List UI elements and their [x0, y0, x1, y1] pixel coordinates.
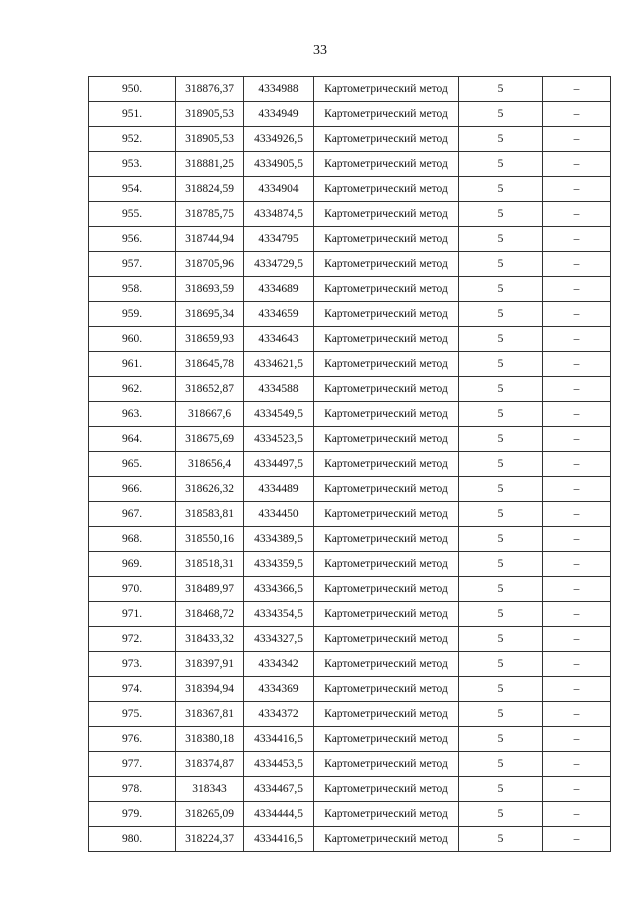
method-cell: Картометрический метод	[314, 727, 459, 752]
point-number-cell: 976.	[89, 727, 176, 752]
accuracy-cell: 5	[459, 252, 543, 277]
note-cell: –	[543, 627, 611, 652]
accuracy-cell: 5	[459, 202, 543, 227]
point-number-cell: 974.	[89, 677, 176, 702]
x-coordinate-cell: 318645,78	[176, 352, 244, 377]
page-number: 33	[313, 43, 327, 58]
x-coordinate-cell: 318744,94	[176, 227, 244, 252]
accuracy-cell: 5	[459, 827, 543, 852]
method-cell: Картометрический метод	[314, 127, 459, 152]
accuracy-cell: 5	[459, 277, 543, 302]
x-coordinate-cell: 318693,59	[176, 277, 244, 302]
y-coordinate-cell: 4334389,5	[244, 527, 314, 552]
table-row	[89, 577, 611, 602]
y-coordinate-cell: 4334874,5	[244, 202, 314, 227]
point-number-cell: 965.	[89, 452, 176, 477]
note-cell: –	[543, 702, 611, 727]
accuracy-cell: 5	[459, 727, 543, 752]
y-coordinate-cell: 4334416,5	[244, 827, 314, 852]
accuracy-cell: 5	[459, 377, 543, 402]
table-row	[89, 677, 611, 702]
y-coordinate-cell: 4334342	[244, 652, 314, 677]
method-cell: Картометрический метод	[314, 602, 459, 627]
method-cell: Картометрический метод	[314, 477, 459, 502]
accuracy-cell: 5	[459, 352, 543, 377]
table-row	[89, 702, 611, 727]
table-row	[89, 452, 611, 477]
point-number-cell: 958.	[89, 277, 176, 302]
x-coordinate-cell: 318824,59	[176, 177, 244, 202]
table-row	[89, 527, 611, 552]
x-coordinate-cell: 318224,37	[176, 827, 244, 852]
accuracy-cell: 5	[459, 177, 543, 202]
note-cell: –	[543, 552, 611, 577]
table-row	[89, 502, 611, 527]
accuracy-cell: 5	[459, 327, 543, 352]
point-number-cell: 955.	[89, 202, 176, 227]
method-cell: Картометрический метод	[314, 652, 459, 677]
table-row	[89, 727, 611, 752]
accuracy-cell: 5	[459, 652, 543, 677]
point-number-cell: 950.	[89, 77, 176, 102]
x-coordinate-cell: 318656,4	[176, 452, 244, 477]
method-cell: Картометрический метод	[314, 552, 459, 577]
x-coordinate-cell: 318695,34	[176, 302, 244, 327]
x-coordinate-cell: 318518,31	[176, 552, 244, 577]
y-coordinate-cell: 4334354,5	[244, 602, 314, 627]
y-coordinate-cell: 4334369	[244, 677, 314, 702]
accuracy-cell: 5	[459, 577, 543, 602]
table-row	[89, 552, 611, 577]
x-coordinate-cell: 318626,32	[176, 477, 244, 502]
table-row	[89, 327, 611, 352]
point-number-cell: 962.	[89, 377, 176, 402]
y-coordinate-cell: 4334949	[244, 102, 314, 127]
table-row	[89, 227, 611, 252]
accuracy-cell: 5	[459, 427, 543, 452]
point-number-cell: 970.	[89, 577, 176, 602]
x-coordinate-cell: 318667,6	[176, 402, 244, 427]
point-number-cell: 971.	[89, 602, 176, 627]
accuracy-cell: 5	[459, 702, 543, 727]
x-coordinate-cell: 318394,94	[176, 677, 244, 702]
x-coordinate-cell: 318876,37	[176, 77, 244, 102]
note-cell: –	[543, 77, 611, 102]
x-coordinate-cell: 318468,72	[176, 602, 244, 627]
x-coordinate-cell: 318265,09	[176, 802, 244, 827]
method-cell: Картометрический метод	[314, 527, 459, 552]
table-row	[89, 752, 611, 777]
method-cell: Картометрический метод	[314, 252, 459, 277]
x-coordinate-cell: 318433,32	[176, 627, 244, 652]
point-number-cell: 975.	[89, 702, 176, 727]
table-row	[89, 302, 611, 327]
x-coordinate-cell: 318380,18	[176, 727, 244, 752]
table-row	[89, 402, 611, 427]
point-number-cell: 968.	[89, 527, 176, 552]
note-cell: –	[543, 152, 611, 177]
point-number-cell: 951.	[89, 102, 176, 127]
method-cell: Картометрический метод	[314, 227, 459, 252]
point-number-cell: 961.	[89, 352, 176, 377]
x-coordinate-cell: 318785,75	[176, 202, 244, 227]
point-number-cell: 952.	[89, 127, 176, 152]
method-cell: Картометрический метод	[314, 702, 459, 727]
point-number-cell: 964.	[89, 427, 176, 452]
point-number-cell: 980.	[89, 827, 176, 852]
y-coordinate-cell: 4334444,5	[244, 802, 314, 827]
x-coordinate-cell: 318881,25	[176, 152, 244, 177]
x-coordinate-cell: 318652,87	[176, 377, 244, 402]
y-coordinate-cell: 4334489	[244, 477, 314, 502]
method-cell: Картометрический метод	[314, 352, 459, 377]
point-number-cell: 957.	[89, 252, 176, 277]
coordinates-table	[88, 76, 611, 852]
method-cell: Картометрический метод	[314, 402, 459, 427]
note-cell: –	[543, 127, 611, 152]
y-coordinate-cell: 4334729,5	[244, 252, 314, 277]
x-coordinate-cell: 318905,53	[176, 127, 244, 152]
note-cell: –	[543, 727, 611, 752]
method-cell: Картометрический метод	[314, 752, 459, 777]
method-cell: Картометрический метод	[314, 177, 459, 202]
point-number-cell: 959.	[89, 302, 176, 327]
x-coordinate-cell: 318583,81	[176, 502, 244, 527]
note-cell: –	[543, 302, 611, 327]
accuracy-cell: 5	[459, 627, 543, 652]
note-cell: –	[543, 577, 611, 602]
note-cell: –	[543, 452, 611, 477]
accuracy-cell: 5	[459, 127, 543, 152]
note-cell: –	[543, 352, 611, 377]
method-cell: Картометрический метод	[314, 377, 459, 402]
note-cell: –	[543, 202, 611, 227]
y-coordinate-cell: 4334549,5	[244, 402, 314, 427]
coordinates-table-body	[89, 77, 611, 852]
point-number-cell: 956.	[89, 227, 176, 252]
point-number-cell: 954.	[89, 177, 176, 202]
method-cell: Картометрический метод	[314, 102, 459, 127]
y-coordinate-cell: 4334643	[244, 327, 314, 352]
note-cell: –	[543, 427, 611, 452]
point-number-cell: 969.	[89, 552, 176, 577]
accuracy-cell: 5	[459, 527, 543, 552]
y-coordinate-cell: 4334588	[244, 377, 314, 402]
method-cell: Картометрический метод	[314, 427, 459, 452]
method-cell: Картометрический метод	[314, 677, 459, 702]
y-coordinate-cell: 4334497,5	[244, 452, 314, 477]
x-coordinate-cell: 318659,93	[176, 327, 244, 352]
method-cell: Картометрический метод	[314, 152, 459, 177]
y-coordinate-cell: 4334366,5	[244, 577, 314, 602]
accuracy-cell: 5	[459, 452, 543, 477]
accuracy-cell: 5	[459, 477, 543, 502]
note-cell: –	[543, 377, 611, 402]
point-number-cell: 972.	[89, 627, 176, 652]
x-coordinate-cell: 318675,69	[176, 427, 244, 452]
note-cell: –	[543, 677, 611, 702]
method-cell: Картометрический метод	[314, 77, 459, 102]
note-cell: –	[543, 277, 611, 302]
table-row	[89, 777, 611, 802]
accuracy-cell: 5	[459, 227, 543, 252]
y-coordinate-cell: 4334795	[244, 227, 314, 252]
y-coordinate-cell: 4334450	[244, 502, 314, 527]
accuracy-cell: 5	[459, 502, 543, 527]
table-row	[89, 627, 611, 652]
table-row	[89, 177, 611, 202]
accuracy-cell: 5	[459, 402, 543, 427]
y-coordinate-cell: 4334416,5	[244, 727, 314, 752]
method-cell: Картометрический метод	[314, 802, 459, 827]
x-coordinate-cell: 318705,96	[176, 252, 244, 277]
y-coordinate-cell: 4334372	[244, 702, 314, 727]
note-cell: –	[543, 102, 611, 127]
note-cell: –	[543, 777, 611, 802]
point-number-cell: 966.	[89, 477, 176, 502]
point-number-cell: 963.	[89, 402, 176, 427]
point-number-cell: 978.	[89, 777, 176, 802]
x-coordinate-cell: 318397,91	[176, 652, 244, 677]
method-cell: Картометрический метод	[314, 302, 459, 327]
method-cell: Картометрический метод	[314, 577, 459, 602]
point-number-cell: 973.	[89, 652, 176, 677]
y-coordinate-cell: 4334988	[244, 77, 314, 102]
note-cell: –	[543, 602, 611, 627]
point-number-cell: 953.	[89, 152, 176, 177]
method-cell: Картометрический метод	[314, 777, 459, 802]
y-coordinate-cell: 4334926,5	[244, 127, 314, 152]
x-coordinate-cell: 318374,87	[176, 752, 244, 777]
y-coordinate-cell: 4334904	[244, 177, 314, 202]
y-coordinate-cell: 4334689	[244, 277, 314, 302]
y-coordinate-cell: 4334523,5	[244, 427, 314, 452]
point-number-cell: 977.	[89, 752, 176, 777]
x-coordinate-cell: 318489,97	[176, 577, 244, 602]
table-row	[89, 277, 611, 302]
accuracy-cell: 5	[459, 802, 543, 827]
y-coordinate-cell: 4334905,5	[244, 152, 314, 177]
accuracy-cell: 5	[459, 152, 543, 177]
y-coordinate-cell: 4334659	[244, 302, 314, 327]
method-cell: Картометрический метод	[314, 452, 459, 477]
note-cell: –	[543, 652, 611, 677]
table-row	[89, 152, 611, 177]
note-cell: –	[543, 802, 611, 827]
table-row	[89, 827, 611, 852]
y-coordinate-cell: 4334467,5	[244, 777, 314, 802]
x-coordinate-cell: 318343	[176, 777, 244, 802]
note-cell: –	[543, 252, 611, 277]
point-number-cell: 960.	[89, 327, 176, 352]
method-cell: Картометрический метод	[314, 502, 459, 527]
note-cell: –	[543, 527, 611, 552]
table-row	[89, 602, 611, 627]
accuracy-cell: 5	[459, 552, 543, 577]
table-row	[89, 77, 611, 102]
y-coordinate-cell: 4334453,5	[244, 752, 314, 777]
accuracy-cell: 5	[459, 602, 543, 627]
table-row	[89, 427, 611, 452]
table-row	[89, 127, 611, 152]
accuracy-cell: 5	[459, 102, 543, 127]
accuracy-cell: 5	[459, 302, 543, 327]
accuracy-cell: 5	[459, 777, 543, 802]
table-row	[89, 802, 611, 827]
accuracy-cell: 5	[459, 677, 543, 702]
note-cell: –	[543, 752, 611, 777]
method-cell: Картометрический метод	[314, 327, 459, 352]
note-cell: –	[543, 477, 611, 502]
point-number-cell: 967.	[89, 502, 176, 527]
note-cell: –	[543, 402, 611, 427]
table-row	[89, 202, 611, 227]
table-row	[89, 377, 611, 402]
method-cell: Картометрический метод	[314, 627, 459, 652]
accuracy-cell: 5	[459, 752, 543, 777]
note-cell: –	[543, 327, 611, 352]
note-cell: –	[543, 502, 611, 527]
method-cell: Картометрический метод	[314, 202, 459, 227]
note-cell: –	[543, 227, 611, 252]
table-row	[89, 102, 611, 127]
accuracy-cell: 5	[459, 77, 543, 102]
table-row	[89, 252, 611, 277]
point-number-cell: 979.	[89, 802, 176, 827]
x-coordinate-cell: 318905,53	[176, 102, 244, 127]
y-coordinate-cell: 4334621,5	[244, 352, 314, 377]
table-row	[89, 477, 611, 502]
y-coordinate-cell: 4334359,5	[244, 552, 314, 577]
table-row	[89, 652, 611, 677]
note-cell: –	[543, 827, 611, 852]
method-cell: Картометрический метод	[314, 827, 459, 852]
x-coordinate-cell: 318550,16	[176, 527, 244, 552]
y-coordinate-cell: 4334327,5	[244, 627, 314, 652]
table-row	[89, 352, 611, 377]
x-coordinate-cell: 318367,81	[176, 702, 244, 727]
method-cell: Картометрический метод	[314, 277, 459, 302]
note-cell: –	[543, 177, 611, 202]
